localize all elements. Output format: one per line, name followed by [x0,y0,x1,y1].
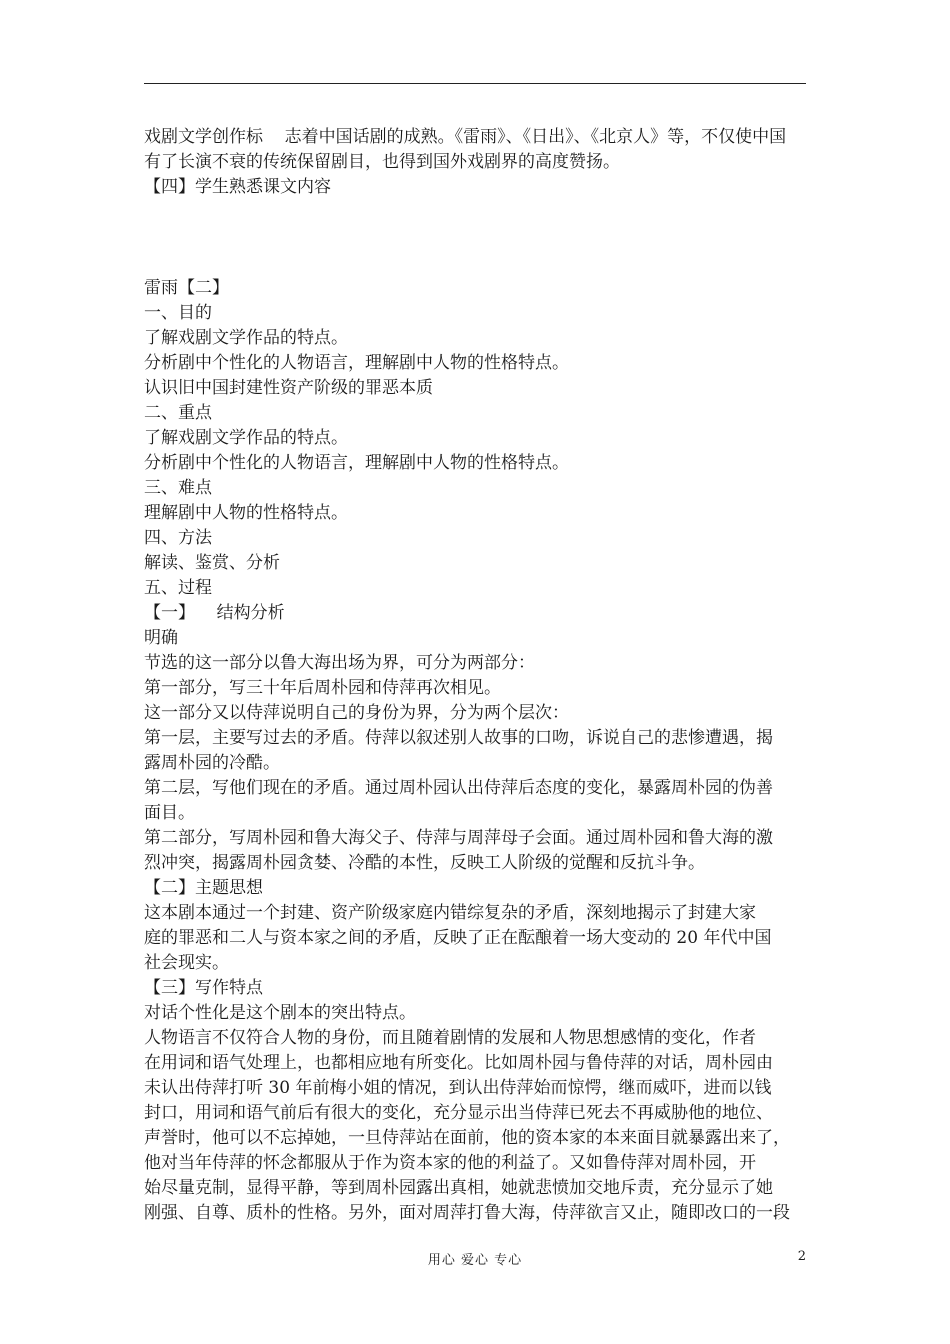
page-number: 2 [797,1249,806,1264]
footer-motto: 用心 爱心 专心 [427,1253,523,1268]
text-line: 有了长演不衰的传统保留剧目，也得到国外戏剧界的高度赞扬。 [144,152,620,172]
text-line: 对话个性化是这个剧本的突出特点。 [144,1003,416,1023]
lesson-block [144,276,808,1226]
text-line: 人物语言不仅符合人物的身份，而且随着剧情的发展和人物思想感情的变化，作者 [144,1028,756,1048]
text-line: 烈冲突，揭露周朴园贪婪、冷酷的本性，反映工人阶级的觉醒和反抗斗争。 [144,853,705,873]
text-line: 刚强、自尊、质朴的性格。另外，面对周萍打鲁大海，侍萍欲言又止，随即改口的一段 [144,1203,790,1223]
text-line: 明确 [144,628,178,648]
document-body [144,125,808,1226]
text-line: 这本剧本通过一个封建、资产阶级家庭内错综复杂的矛盾，深刻地揭示了封建大家 [144,903,756,923]
text-line: 了解戏剧文学作品的特点。 [144,328,348,348]
text-line: 声誉时，他可以不忘掉她，一旦侍萍站在面前，他的资本家的本来面目就暴露出来了， [144,1128,790,1148]
text-line: 这一部分又以侍萍说明自己的身份为界，分为两个层次： [144,703,569,723]
text-line: 认识旧中国封建性资产阶级的罪恶本质 [144,378,433,398]
text-line: 在用词和语气处理上，也都相应地有所变化。比如周朴园与鲁侍萍的对话，周朴园由 [144,1053,773,1073]
text-line: 庭的罪恶和二人与资本家之间的矛盾，反映了正在酝酿着一场大变动的 20 年代中国 [144,928,772,948]
text-line: 社会现实。 [144,953,229,973]
text-line: 二、重点 [144,403,212,423]
text-line: 未认出侍萍打听 30 年前梅小姐的情况，到认出侍萍始而惊愕，继而威吓，进而以钱 [144,1078,772,1098]
text-line: 第一层，主要写过去的矛盾。侍萍以叙述别人故事的口吻，诉说自己的悲惨遭遇，揭 [144,728,773,748]
text-line: 面目。 [144,803,195,823]
text-line: 始尽量克制，显得平静，等到周朴园露出真相，她就悲愤加交地斥责，充分显示了她 [144,1178,773,1198]
text-line: 露周朴园的冷酷。 [144,753,280,773]
text-line: 他对当年侍萍的怀念都服从于作为资本家的他的利益了。又如鲁侍萍对周朴园，开 [144,1153,756,1173]
text-line: 【二】主题思想 [144,878,263,898]
text-line: 【三】写作特点 [144,978,263,998]
text-line: 【一】 结构分析 [144,603,285,623]
text-line: 五、过程 [144,578,212,598]
text-line: 分析剧中个性化的人物语言，理解剧中人物的性格特点。 [144,453,569,473]
text-line: 理解剧中人物的性格特点。 [144,503,348,523]
text-line: 第二部分，写周朴园和鲁大海父子、侍萍与周萍母子会面。通过周朴园和鲁大海的激 [144,828,773,848]
text-line: 【四】学生熟悉课文内容 [144,177,331,197]
text-line: 雷雨【二】 [144,278,229,298]
text-line: 戏剧文学创作标 志着中国话剧的成熟。《雷雨》、《日出》、《北京人》等，不仅使中国 [144,127,787,147]
intro-block [144,125,808,200]
text-line: 了解戏剧文学作品的特点。 [144,428,348,448]
section-gap [144,200,808,276]
text-line: 第一部分，写三十年后周朴园和侍萍再次相见。 [144,678,501,698]
text-line: 分析剧中个性化的人物语言，理解剧中人物的性格特点。 [144,353,569,373]
text-line: 四、方法 [144,528,212,548]
text-line: 节选的这一部分以鲁大海出场为界，可分为两部分： [144,653,535,673]
header-rule [144,83,806,84]
text-line: 第二层，写他们现在的矛盾。通过周朴园认出侍萍后态度的变化，暴露周朴园的伪善 [144,778,773,798]
text-line: 解读、鉴赏、分析 [144,553,280,573]
text-line: 一、目的 [144,303,212,323]
text-line: 封口，用词和语气前后有很大的变化，充分显示出当侍萍已死去不再威胁他的地位、 [144,1103,773,1123]
text-line: 三、难点 [144,478,212,498]
